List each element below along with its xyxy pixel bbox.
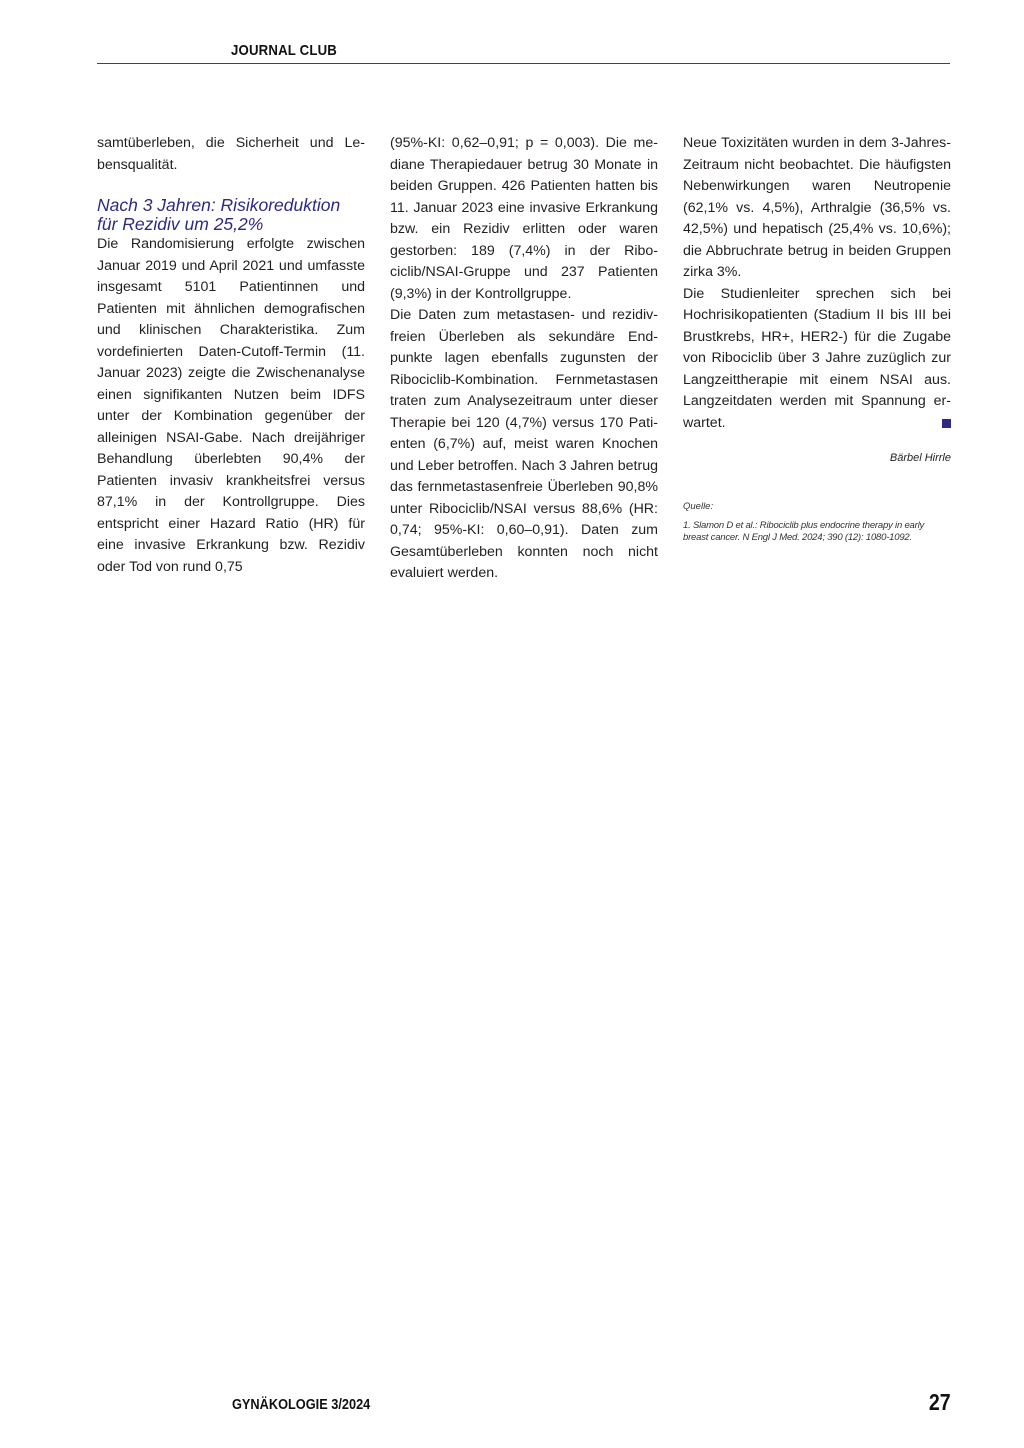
section-heading: Nach 3 Jahren: Risikoreduktion für Rezidiv um 25,2% [97, 195, 341, 234]
text-column-3 [683, 133, 951, 544]
page-header [97, 40, 950, 64]
paragraph-text: Die Studienleiter sprechen sich bei Hochrisikopatienten (Stadium II bis III bei Brustkrebs, HR+, HER2-) für die Zugabe von Ribociclib über 3 Jahre zuzüglich zur Langzeittherapie mit einem NSAI aus. Langzeitdaten werden mit Spannung erwartet. [683, 285, 951, 431]
paragraph: samtüberleben, die Sicherheit und Lebensqualität. [97, 135, 365, 173]
square-end-icon [942, 419, 951, 428]
section-title: JOURNAL CLUB [231, 42, 338, 59]
paragraph: Die Daten zum metastasen- und rezidivfreien Überleben als sekundäre Endpunkte lagen ebenfalls zugunsten der Ribociclib-Kombination. Fernmetastasen traten zum Analysezeitraum unter dieser Therapie bei 120 (4,7%) versus 170 Patienten (6,7%) auf, meist waren Knochen und Leber betroffen. Nach 3 Jahren betrug das fernmetastasenfreie Überleben 90,8% unter Ribociclib/NSAI versus 88,6% (HR: 0,74; 95%-KI: 0,60–0,91). Daten zum Gesamtüberleben konnten noch nicht evaluiert werden. [390, 307, 658, 581]
text-column-2 [390, 133, 658, 585]
paragraph-with-end-marker [683, 284, 951, 435]
reference-entry: 1. Slamon D et al.: Ribociclib plus endocrine therapy in early breast cancer. N Engl J Med. 2024; 390 (12): 1080-1092. [683, 520, 925, 543]
author-name: Bärbel Hirrle [889, 452, 951, 464]
paragraph: Neue Toxizitäten wurden in dem 3-Jahres-Zeitraum nicht beobachtet. Die häufigsten Nebenwirkungen waren Neutropenie (62,1% vs. 4,5%), Arthralgie (36,5% vs. 42,5%) und hepatisch (25,4% vs. 10,6%); die Abbruchrate betrug in beiden Gruppen zirka 3%. [683, 135, 951, 280]
text-column-1 [97, 133, 365, 578]
page-number: 27 [929, 1389, 951, 1415]
paragraph: (95%-KI: 0,62–0,91; p = 0,003). Die mediane Therapiedauer betrug 30 Monate in beiden Gruppen. 426 Patienten hatten bis 11. Januar 2023 eine invasive Erkrankung bzw. ein Rezidiv erlitten oder waren gestorben: 189 (7,4%) in der Ribociclib/NSAI-Gruppe und 237 Patienten (9,3%) in der Kontrollgruppe. [390, 135, 658, 302]
paragraph: Die Randomisierung erfolgte zwischen Januar 2019 und April 2021 und umfasste insgesamt 5101 Patientinnen und Patienten mit ähnlichen demografischen und klinischen Charakteristika. Zum vordefinierten Daten-Cutoff-Termin (11. Januar 2023) zeigte die Zwischenanalyse einen signifikanten Nutzen beim IDFS unter der Kombination gegenüber der alleinigen NSAI-Gabe. Nach dreijähriger Behandlung überlebten 90,4% der Patienten invasiv krankheitsfrei versus 87,1% in der Kontrollgruppe. Dies entspricht einer Hazard Ratio (HR) für eine invasive Erkrankung bzw. Rezidiv oder Tod von rund 0,75 [97, 236, 365, 575]
journal-issue: GYNÄKOLOGIE 3/2024 [232, 1397, 371, 1413]
source-label: Quelle: [683, 501, 714, 512]
